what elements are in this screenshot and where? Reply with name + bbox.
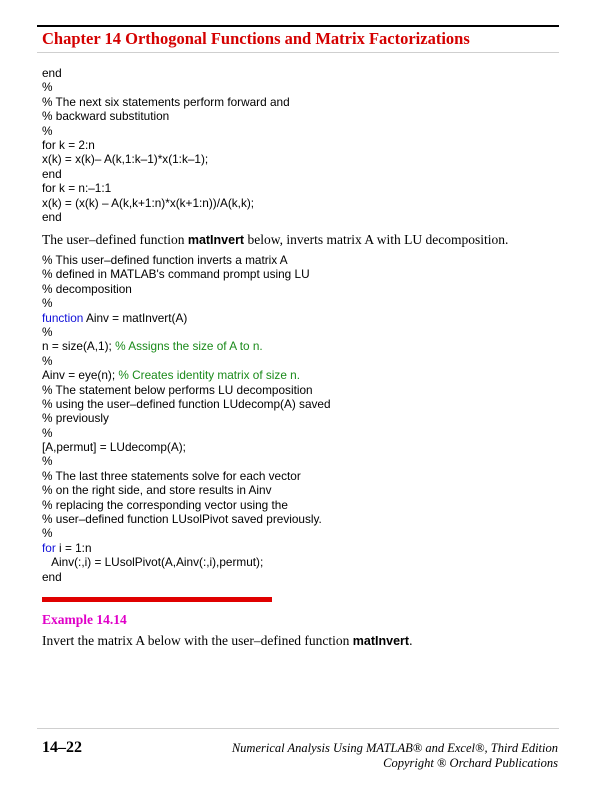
code-line (42, 541, 331, 555)
code-line (42, 339, 331, 353)
code-line: [A,permut] = LUdecomp(A); (42, 440, 186, 455)
code-line: % previously (42, 411, 109, 426)
code-line: % on the right side, and store results in Ainv (42, 483, 272, 498)
code-line: % (42, 123, 53, 138)
code-text: Ainv = eye(n); (42, 368, 119, 383)
code-text: i = 1:n (55, 540, 92, 555)
paragraph-text: Invert the matrix A below with the user–defined function (42, 633, 353, 648)
code-line: end (42, 569, 62, 584)
code-line: % The next six statements perform forward and (42, 94, 290, 109)
page-number: 14–22 (42, 739, 82, 756)
code-line: % defined in MATLAB's command prompt using LU (42, 267, 310, 282)
code-line: end (42, 166, 62, 181)
paragraph-text: The user–defined function (42, 232, 188, 247)
code-line: % using the user–defined function LUdecomp(A) saved (42, 396, 331, 411)
header-top-rule (37, 25, 559, 27)
chapter-title: Chapter 14 Orthogonal Functions and Matrix Factorizations (42, 29, 470, 48)
code-line: % (42, 353, 53, 368)
code-text: Ainv = matInvert(A) (83, 310, 188, 325)
code-line: end (42, 66, 62, 80)
code-line: % (42, 526, 53, 541)
code-line (42, 368, 331, 382)
code-line: % backward substitution (42, 109, 170, 124)
code-line: % (42, 80, 53, 95)
example-divider-bar (42, 597, 272, 602)
code-block-forward-backward-substitution (42, 66, 290, 224)
keyword-function: function (42, 310, 84, 325)
code-line: x(k) = (x(k) – A(k,k+1:n)*x(k+1:n))/A(k,k); (42, 195, 255, 210)
code-line: % This user–defined function inverts a matrix A (42, 253, 288, 267)
example-title: Example 14.14 (42, 612, 127, 627)
code-block-matinvert (42, 253, 331, 584)
inline-comment: % Creates identity matrix of size n. (118, 368, 300, 383)
paragraph-text: . (409, 633, 413, 648)
code-line: for k = 2:n (42, 137, 95, 152)
code-line: % The last three statements solve for each vector (42, 468, 301, 483)
code-text: n = size(A,1); (42, 339, 116, 354)
code-line: end (42, 209, 62, 224)
paragraph-matinvert-intro (42, 232, 508, 248)
inline-comment: % Assigns the size of A to n. (115, 339, 263, 354)
code-line: Ainv(:,i) = LUsolPivot(A,Ainv(:,i),permut); (42, 555, 264, 570)
keyword-for: for (42, 540, 56, 555)
footer-rule (37, 728, 559, 729)
function-name-matinvert: matInvert (352, 634, 410, 648)
header-bottom-rule (37, 52, 559, 53)
code-line: for k = n:–1:1 (42, 181, 112, 196)
code-line (42, 311, 331, 325)
footer-copyright: Copyright ® Orchard Publications (383, 756, 558, 770)
paragraph-text: below, inverts matrix A with LU decomposition. (244, 232, 509, 247)
code-line: % The statement below performs LU decomposition (42, 382, 313, 397)
code-line: % (42, 324, 53, 339)
example-description (42, 633, 412, 649)
code-line: % (42, 296, 53, 311)
code-line: % (42, 425, 53, 440)
code-line: % user–defined function LUsolPivot saved previously. (42, 512, 322, 527)
function-name-matinvert: matInvert (187, 233, 245, 247)
code-line: x(k) = x(k)– A(k,1:k–1)*x(1:k–1); (42, 152, 209, 167)
code-line: % (42, 454, 53, 469)
code-line: % replacing the corresponding vector using the (42, 497, 288, 512)
footer-book-title: Numerical Analysis Using MATLAB® and Excel®, Third Edition (231, 741, 558, 755)
code-line: % decomposition (42, 281, 132, 296)
